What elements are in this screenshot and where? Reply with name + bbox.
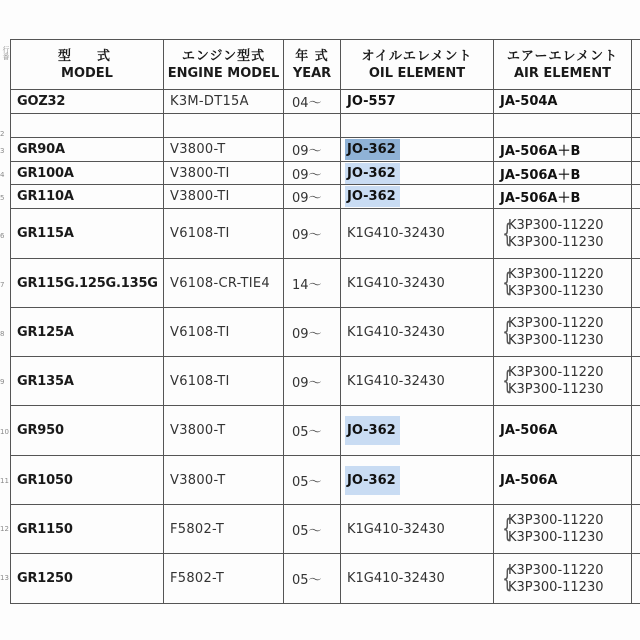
air-element-cell: JA-504A — [494, 90, 632, 114]
table-row — [11, 406, 640, 456]
engine-cell: V3800-T — [164, 138, 284, 162]
brace-glyph: { — [502, 218, 513, 249]
oil-element-cell — [341, 185, 494, 209]
row-number: 6 — [0, 232, 5, 240]
year-cell: 09～ — [284, 185, 341, 209]
oil-element-cell: K1G410-32430 — [341, 554, 494, 604]
air-element-cell — [494, 554, 632, 604]
air-element-pair — [500, 266, 631, 300]
engine-cell: V6108-TI — [164, 308, 284, 357]
model-cell — [11, 114, 164, 138]
edge-cell — [632, 114, 640, 138]
air-element-cell: JA-506A＋B — [494, 162, 632, 185]
model-cell: GR90A — [11, 138, 164, 162]
engine-cell: F5802-T — [164, 554, 284, 604]
table-row — [11, 308, 640, 357]
oil-element-cell — [341, 456, 494, 505]
header-oil-jp: オイルエレメント — [361, 48, 473, 64]
header-air-jp: エアーエレメント — [506, 48, 619, 64]
header-year-en: YEAR — [292, 65, 332, 81]
air-element-primary: K3P300-11220 — [508, 513, 604, 528]
table-row — [11, 185, 640, 209]
header-air-en: AIR ELEMENT — [513, 65, 612, 81]
model-cell: GR1150 — [11, 505, 164, 554]
model-cell: GR1250 — [11, 554, 164, 604]
engine-cell — [164, 114, 284, 138]
air-element-secondary: K3P300-11230 — [508, 333, 604, 348]
engine-cell: V3800-TI — [164, 185, 284, 209]
oil-element-highlight: JO-362 — [345, 416, 400, 445]
model-cell: GR115G.125G.135G — [11, 259, 164, 308]
edge-cell — [632, 357, 640, 406]
header-oil-en: OIL ELEMENT — [368, 65, 466, 81]
row-number: 12 — [0, 525, 9, 533]
table-row — [11, 138, 640, 162]
air-element-secondary: K3P300-11230 — [508, 579, 604, 595]
row-number: 13 — [0, 574, 9, 582]
oil-element-cell — [341, 406, 494, 456]
oil-element-cell: K1G410-32430 — [341, 308, 494, 357]
row-number: 9 — [0, 378, 5, 386]
edge-cell — [632, 209, 640, 259]
header-year-jp: 年 式 — [295, 48, 329, 64]
model-cell: GR135A — [11, 357, 164, 406]
edge-cell — [632, 259, 640, 308]
oil-element-cell: K1G410-32430 — [341, 259, 494, 308]
air-element-pair — [500, 512, 631, 546]
model-cell: GR100A — [11, 162, 164, 185]
air-element-cell: JA-506A＋B — [494, 138, 632, 162]
oil-element-cell — [341, 162, 494, 185]
row-number: 3 — [0, 147, 5, 155]
engine-cell: F5802-T — [164, 505, 284, 554]
air-element-cell — [494, 209, 632, 259]
header-engine-en: ENGINE MODEL — [167, 65, 280, 81]
row-number: 4 — [0, 171, 5, 179]
header-engine-jp: エンジン型式 — [181, 48, 266, 64]
engine-cell: V6108-TI — [164, 357, 284, 406]
row-number: 2 — [0, 130, 5, 138]
brace-glyph: { — [502, 268, 513, 298]
year-cell: 05～ — [284, 406, 341, 456]
year-cell: 05～ — [284, 554, 341, 604]
air-element-primary: K3P300-11220 — [508, 316, 604, 331]
header-year — [284, 40, 341, 90]
row-number: 10 — [0, 428, 9, 436]
row-number: 5 — [0, 194, 5, 202]
oil-element-highlight: JO-362 — [345, 163, 400, 184]
year-cell: 05～ — [284, 505, 341, 554]
air-element-secondary: K3P300-11230 — [508, 284, 604, 299]
table-row — [11, 259, 640, 308]
model-cell: GR125A — [11, 308, 164, 357]
table-row — [11, 357, 640, 406]
oil-element-cell: K1G410-32430 — [341, 357, 494, 406]
gutter-header-label: 行番 — [2, 46, 10, 60]
engine-cell: V3800-T — [164, 456, 284, 505]
engine-cell: V3800-TI — [164, 162, 284, 185]
air-element-cell: JA-506A＋B — [494, 185, 632, 209]
air-element-pair — [500, 364, 631, 398]
air-element-cell — [494, 357, 632, 406]
header-model — [11, 40, 164, 90]
air-element-primary: K3P300-11220 — [508, 365, 604, 380]
model-cell: GR115A — [11, 209, 164, 259]
header-row — [11, 40, 640, 90]
model-cell: GR950 — [11, 406, 164, 456]
table-row — [11, 209, 640, 259]
air-element-pair — [500, 217, 631, 251]
oil-element-cell: K1G410-32430 — [341, 209, 494, 259]
table-row — [11, 162, 640, 185]
air-element-cell — [494, 114, 632, 138]
year-cell: 09～ — [284, 308, 341, 357]
row-number: 11 — [0, 477, 9, 485]
brace-glyph: { — [502, 514, 513, 544]
oil-element-highlight: JO-362 — [345, 139, 400, 160]
edge-cell — [632, 162, 640, 185]
air-element-pair — [500, 562, 631, 596]
air-element-primary: K3P300-11220 — [508, 267, 604, 282]
table-row — [11, 505, 640, 554]
air-element-secondary: K3P300-11230 — [508, 530, 604, 545]
table-row — [11, 456, 640, 505]
air-element-cell: JA-506A — [494, 456, 632, 505]
header-air — [494, 40, 632, 90]
air-element-primary: K3P300-11220 — [508, 562, 604, 578]
air-element-cell — [494, 505, 632, 554]
air-element-cell: JA-506A — [494, 406, 632, 456]
year-cell: 09～ — [284, 162, 341, 185]
edge-cell — [632, 406, 640, 456]
edge-cell — [632, 138, 640, 162]
year-cell — [284, 114, 341, 138]
header-edge — [632, 40, 640, 90]
air-element-primary: K3P300-11220 — [508, 217, 604, 233]
header-model-en: MODEL — [61, 65, 113, 81]
edge-cell — [632, 308, 640, 357]
model-cell: GR110A — [11, 185, 164, 209]
header-oil — [341, 40, 494, 90]
year-cell: 09～ — [284, 209, 341, 259]
edge-cell — [632, 185, 640, 209]
table-row — [11, 90, 640, 114]
table-row — [11, 114, 640, 138]
oil-element-cell — [341, 138, 494, 162]
air-element-secondary: K3P300-11230 — [508, 382, 604, 397]
engine-cell: K3M-DT15A — [164, 90, 284, 114]
row-number: 8 — [0, 330, 5, 338]
element-lookup-table — [10, 39, 640, 604]
brace-glyph: { — [502, 366, 513, 396]
edge-cell — [632, 90, 640, 114]
edge-cell — [632, 554, 640, 604]
oil-element-highlight: JO-362 — [345, 466, 400, 495]
air-element-cell — [494, 308, 632, 357]
model-cell: GR1050 — [11, 456, 164, 505]
table-row — [11, 554, 640, 604]
oil-element-highlight: JO-362 — [345, 186, 400, 207]
oil-element-cell: K1G410-32430 — [341, 505, 494, 554]
year-cell: 09～ — [284, 138, 341, 162]
air-element-pair — [500, 315, 631, 349]
row-number: 7 — [0, 281, 5, 289]
header-engine — [164, 40, 284, 90]
year-cell: 14～ — [284, 259, 341, 308]
air-element-secondary: K3P300-11230 — [508, 234, 604, 250]
engine-cell: V6108-TI — [164, 209, 284, 259]
header-model-jp: 型式 — [57, 48, 136, 64]
oil-element-cell — [341, 114, 494, 138]
year-cell: 04～ — [284, 90, 341, 114]
edge-cell — [632, 456, 640, 505]
brace-glyph: { — [502, 317, 513, 347]
year-cell: 05～ — [284, 456, 341, 505]
engine-cell: V3800-T — [164, 406, 284, 456]
row-number-gutter — [0, 40, 10, 640]
year-cell: 09～ — [284, 357, 341, 406]
engine-cell: V6108-CR-TIE4 — [164, 259, 284, 308]
air-element-cell — [494, 259, 632, 308]
oil-element-cell: JO-557 — [341, 90, 494, 114]
brace-glyph: { — [502, 563, 513, 594]
edge-cell — [632, 505, 640, 554]
model-cell: GOZ32 — [11, 90, 164, 114]
